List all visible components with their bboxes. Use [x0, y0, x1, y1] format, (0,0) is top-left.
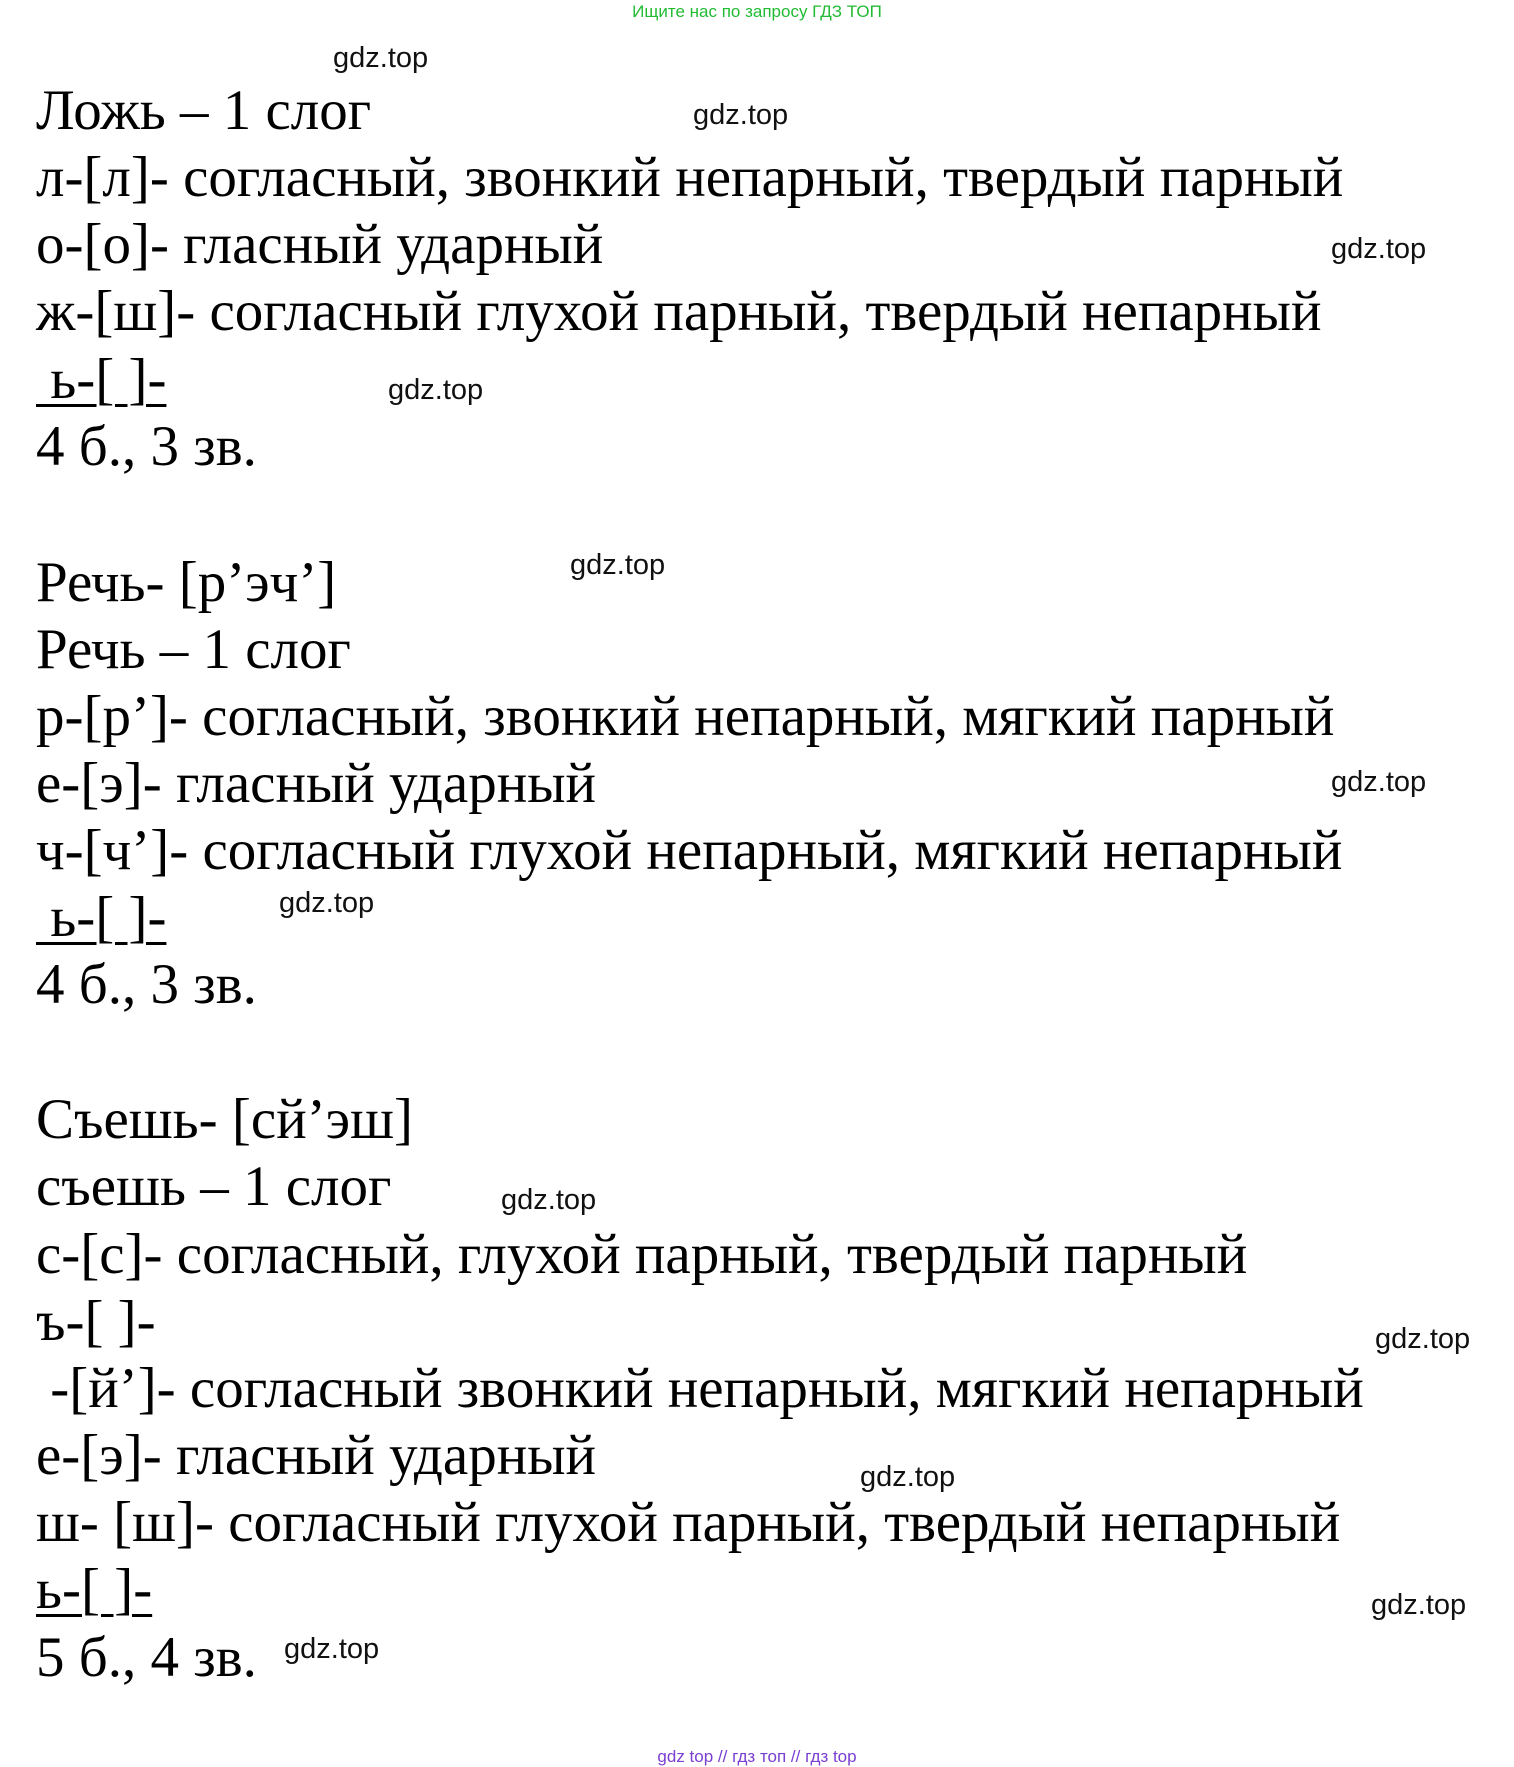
- sesh-sound-line: ш- [ш]- согласный глухой парный, твердый непарный: [36, 1491, 1341, 1554]
- watermark: gdz.top: [1331, 233, 1427, 265]
- watermark: gdz.top: [1375, 1323, 1471, 1355]
- sesh-sound-line: ь-[ ]-: [36, 1558, 153, 1621]
- sesh-sound-line: ъ-[ ]-: [36, 1290, 156, 1353]
- top-banner: Ищите нас по запросу ГДЗ ТОП: [632, 2, 882, 21]
- rech-sound-line: е-[э]- гласный ударный: [36, 752, 597, 815]
- lozh-sound-line: ь-[ ]-: [36, 348, 167, 411]
- sesh-sound-line: с-[с]- согласный, глухой парный, твердый парный: [36, 1223, 1248, 1286]
- watermark: gdz.top: [1331, 766, 1427, 798]
- rech-summary: 4 б., 3 зв.: [36, 953, 257, 1016]
- watermark: gdz.top: [279, 887, 375, 919]
- lozh-summary: 4 б., 3 зв.: [36, 415, 257, 478]
- lozh-sound-line: ж-[ш]- согласный глухой парный, твердый непарный: [36, 280, 1322, 343]
- sesh-summary: 5 б., 4 зв.: [36, 1626, 257, 1689]
- sesh-transcription: Съешь- [сй’эш]: [36, 1088, 414, 1151]
- sesh-sound-line: -[й’]- согласный звонкий непарный, мягкий непарный: [36, 1357, 1364, 1420]
- lozh-sound-line: л-[л]- согласный, звонкий непарный, твердый парный: [36, 146, 1344, 209]
- rech-sound-line: ь-[ ]-: [36, 886, 167, 949]
- watermark: gdz.top: [388, 374, 484, 406]
- watermark: gdz.top: [570, 549, 666, 581]
- watermark: gdz.top: [693, 99, 789, 131]
- rech-sound-line: р-[р’]- согласный, звонкий непарный, мягкий парный: [36, 685, 1335, 748]
- rech-syllables: Речь – 1 слог: [36, 618, 351, 681]
- rech-transcription: Речь- [р’эч’]: [36, 551, 337, 614]
- sesh-sound-line: е-[э]- гласный ударный: [36, 1424, 597, 1487]
- lozh-sound-line: о-[о]- гласный ударный: [36, 213, 604, 276]
- sesh-syllables: съешь – 1 слог: [36, 1155, 392, 1218]
- watermark: gdz.top: [1371, 1589, 1467, 1621]
- watermark: gdz.top: [860, 1461, 956, 1493]
- watermark: gdz.top: [284, 1633, 380, 1665]
- watermark: gdz.top: [501, 1184, 597, 1216]
- footer-watermark: gdz top // гдз топ // гдз top: [657, 1747, 857, 1766]
- lozh-syllables: Ложь – 1 слог: [36, 79, 372, 142]
- rech-sound-line: ч-[ч’]- согласный глухой непарный, мягкий непарный: [36, 819, 1343, 882]
- watermark: gdz.top: [333, 42, 429, 74]
